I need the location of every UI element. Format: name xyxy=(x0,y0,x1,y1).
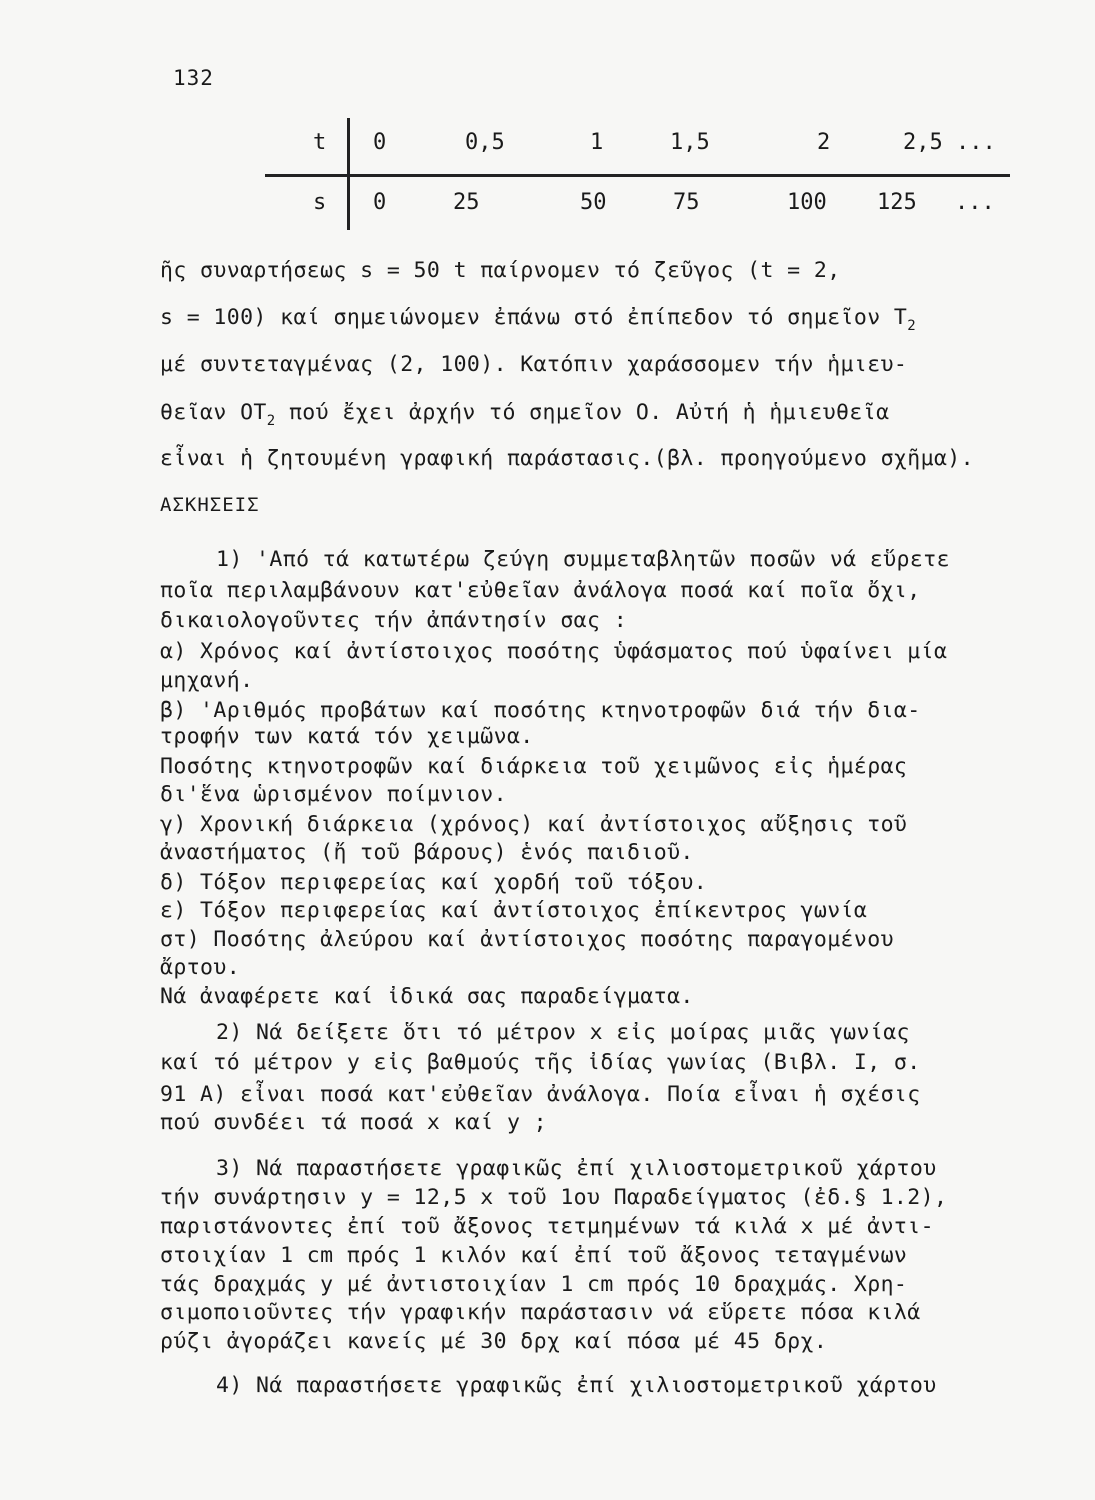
text-line: στοιχίαν 1 cm πρός 1 κιλόν καί ἐπί τοῦ ἄξονος τεταγμένων xyxy=(160,1243,908,1268)
text-line: δ) Τόξον περιφερείας καί χορδή τοῦ τόξου. xyxy=(160,870,708,895)
text-line: σιμοποιοῦντες τήν γραφικήν παράστασιν νά εὕρετε πόσα κιλά xyxy=(160,1300,921,1325)
text-line: θεῖαν $OT_2$ πού ἔχει ἀρχήν τό σημεῖον Ο. Αὐτή ἡ ἡμιευθεῖα xyxy=(160,400,890,429)
table-t-value: 2 xyxy=(817,130,831,155)
text-line: 91 Α) εἶναι ποσά κατ'εὐθεῖαν ἀνάλογα. Ποία εἶναι ἡ σχέσις xyxy=(160,1082,921,1107)
text-line: ἄρτου. xyxy=(160,955,241,980)
text-line: μέ συντεταγμένας (2, 100). Κατόπιν χαράσσομεν τήν ἡμιευ- xyxy=(160,352,908,377)
table-s-value: 125 xyxy=(877,190,917,215)
text-line: Νά ἀναφέρετε καί ἰδικά σας παραδείγματα. xyxy=(160,984,694,1009)
page-number: 132 xyxy=(173,66,214,90)
text-line: α) Χρόνος καί ἀντίστοιχος ποσότης ὑφάσματος πού ὑφαίνει μία xyxy=(160,639,948,664)
table-horizontal-rule xyxy=(265,174,1010,177)
text-line: ἀναστήματος (ἤ τοῦ βάρους) ἑνός παιδιοῦ. xyxy=(160,840,694,865)
text-line: s = 100) καί σημειώνομεν ἐπάνω στό ἐπίπεδον τό σημεῖον $T_2$ xyxy=(160,305,917,334)
table-s-value: 25 xyxy=(453,190,480,215)
text-line: τάς δραχμάς y μέ ἀντιστοιχίαν 1 cm πρός 10 δραχμάς. Χρη- xyxy=(160,1272,908,1297)
text-line: καί τό μέτρον y εἰς βαθμούς τῆς ἰδίας γωνίας (Βιβλ. Ι, σ. xyxy=(160,1050,921,1075)
table-s-value: 50 xyxy=(580,190,607,215)
table-t-label: t xyxy=(313,130,327,155)
text-line: πού συνδέει τά ποσά x καί y ; xyxy=(160,1110,547,1135)
text-line: 4) Νά παραστήσετε γραφικῶς ἐπί χιλιοστομετρικοῦ χάρτου xyxy=(216,1373,937,1398)
table-t-value: 2,5 ... xyxy=(903,130,996,155)
text-line: 2) Νά δείξετε ὅτι τό μέτρον x εἰς μοίρας μιᾶς γωνίας xyxy=(216,1020,910,1045)
table-t-value: 0,5 xyxy=(465,130,505,155)
text-line: μηχανή. xyxy=(160,668,254,693)
table-s-value: ... xyxy=(955,190,995,215)
text-line: β) 'Αριθμός προβάτων καί ποσότης κτηνοτροφῶν διά τήν δια- xyxy=(160,698,921,723)
values-table xyxy=(265,118,1010,230)
table-s-value: 75 xyxy=(673,190,700,215)
section-heading: ΑΣΚΗΣΕΙΣ xyxy=(160,494,260,516)
table-t-value: 1,5 xyxy=(670,130,710,155)
text-line: τήν συνάρτησιν y = 12,5 x τοῦ 1ου Παραδείγματος (ἐδ.§ 1.2), xyxy=(160,1185,948,1210)
table-t-value: 1 xyxy=(590,130,604,155)
text-line: δικαιολογοῦντες τήν ἀπάντησίν σας : xyxy=(160,608,628,633)
text-line: παριστάνοντες ἐπί τοῦ ἄξονος τετμημένων τά κιλά x μέ ἀντι- xyxy=(160,1214,934,1239)
text-line: ε) Τόξον περιφερείας καί ἀντίστοιχος ἐπίκεντρος γωνία xyxy=(160,898,868,923)
text-line: στ) Ποσότης ἀλεύρου καί ἀντίστοιχος ποσότης παραγομένου xyxy=(160,927,894,952)
text-line: 1) 'Από τά κατωτέρω ζεύγη συμμεταβλητῶν ποσῶν νά εὕρετε xyxy=(216,547,950,572)
text-line: Ποσότης κτηνοτροφῶν καί διάρκεια τοῦ χειμῶνος εἰς ἡμέρας xyxy=(160,754,908,779)
table-s-value: 0 xyxy=(373,190,387,215)
text-line: ῆς συναρτήσεως s = 50 t παίρνομεν τό ζεῦγος (t = 2, xyxy=(160,258,841,283)
text-line: δι'ἕνα ὡρισμένον ποίμνιον. xyxy=(160,782,507,807)
text-line: εἶναι ἡ ζητουμένη γραφική παράστασις.(βλ. προηγούμενο σχῆμα). xyxy=(160,446,974,471)
text-line: γ) Χρονική διάρκεια (χρόνος) καί ἀντίστοιχος αὔξησις τοῦ xyxy=(160,812,908,837)
table-t-value: 0 xyxy=(373,130,387,155)
table-s-label: s xyxy=(313,190,327,215)
table-s-value: 100 xyxy=(787,190,827,215)
text-line: ποῖα περιλαμβάνουν κατ'εὐθεῖαν ἀνάλογα ποσά καί ποῖα ὄχι, xyxy=(160,578,921,603)
text-line: 3) Νά παραστήσετε γραφικῶς ἐπί χιλιοστομετρικοῦ χάρτου xyxy=(216,1156,937,1181)
text-line: τροφήν των κατά τόν χειμῶνα. xyxy=(160,724,534,749)
text-line: ρύζι ἀγοράζει κανείς μέ 30 δρχ καί πόσα μέ 45 δρχ. xyxy=(160,1329,828,1354)
